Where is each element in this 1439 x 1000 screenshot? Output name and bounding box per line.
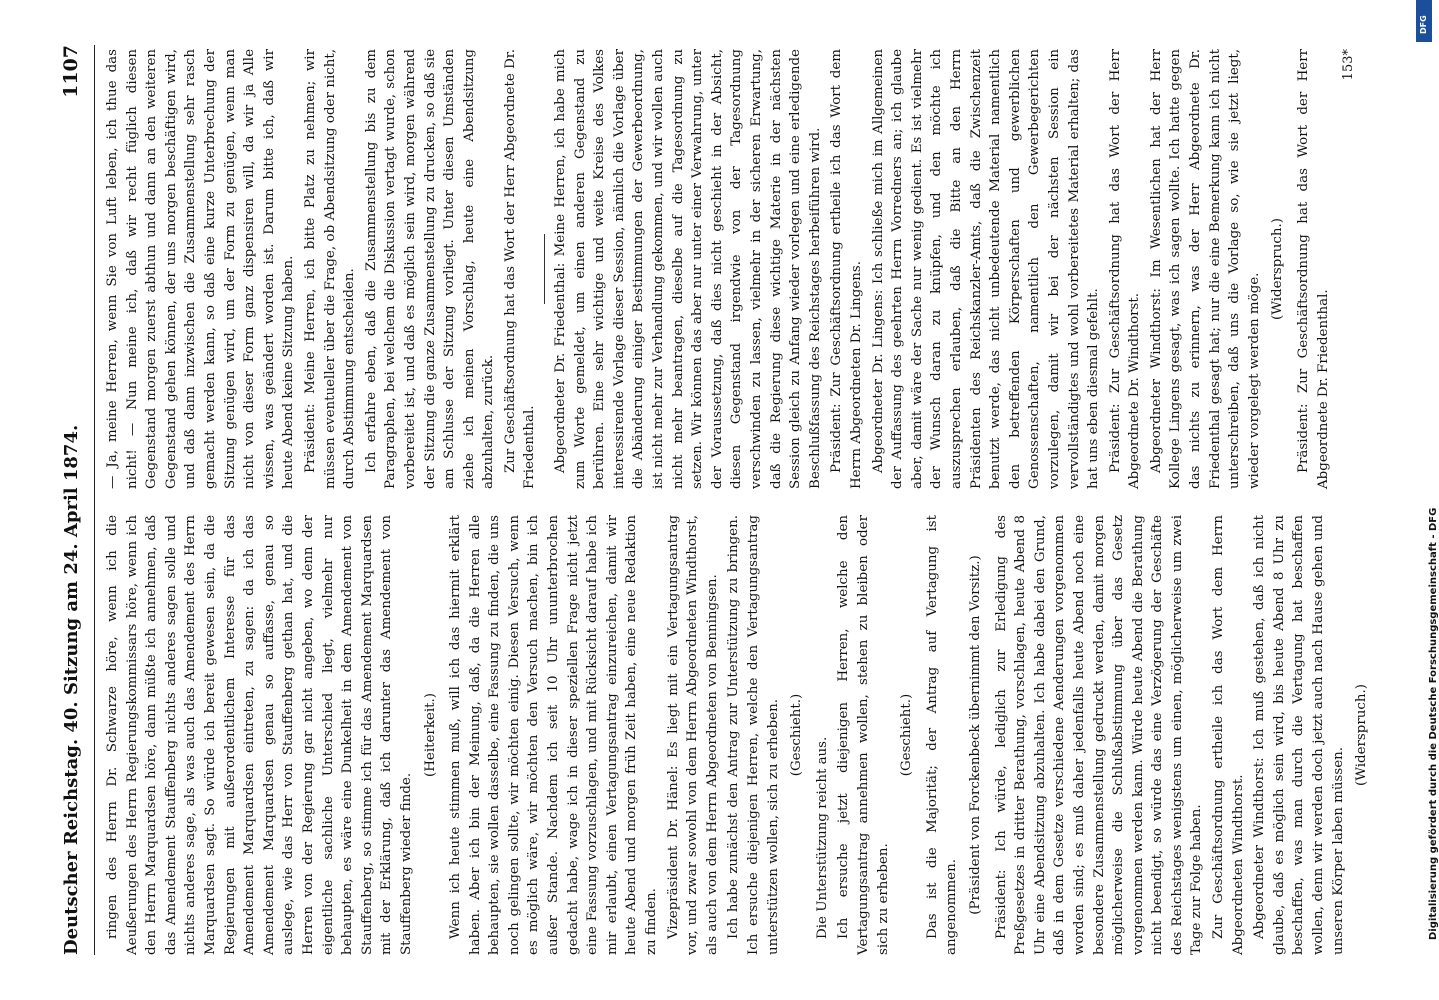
paragraph: Abgeordneter Dr. Friedenthal: Meine Herren, ich habe mich zum Worte gemeldet, um einen anderen Gegenstand zu berühren. Eine sehr wichtige und weite Kreise des Volkes interessirende Vorlage dieser Session, nämlich die Vorlage über die Abänderung einiger Bestimmungen der Gewerbeordnung, ist nicht mehr zur Verhandlung gekommen, und wir wollen auch nicht mehr beantragen, dieselbe auf die Tagesordnung zu setzen. Wir können das aber nur unter einer Verwahrung, unter der Voraussetzung, daß dies nicht geschieht in der Absicht, diesen Gegenstand irgendwie von der Tagesordnung verschwinden zu lassen, vielmehr in der sicheren Erwartung, daß die Regierung diese wichtige Materie in der nächsten Session gleich zu Anfang wieder vorlegen und eine erledigende Beschlußfassung des Reichstages herbeiführen wird.	[553, 49, 823, 489]
paragraph: Abgeordneter Windthorst: Im Wesentlichen hat der Herr Kollege Lingens gesagt, was ich sagen wollte. Ich hatte gegen das nichts zu erinnern, was der Herr Abgeordnete Dr. Friedenthal gesagt hat; nur die eine Bemerkung kann ich nicht unterschreiben, daß uns die Vorlage so, wie sie jetzt liegt, wieder vorgelegt werden möge.	[1148, 49, 1262, 489]
paragraph: Ich habe zunächst den Antrag zur Unterstützung zu bringen. Ich ersuche diejenigen Herren, welche den Vertagungsantrag unterstützen wollen, sich zu erheben.	[726, 515, 781, 955]
right-column	[103, 49, 1378, 489]
paragraph: ringen des Herrn Dr. Schwarze höre, wenn ich die Aeußerungen des Herrn Regierungskommissars höre, wenn ich den Herrn Marquardsen höre, dann müßte ich annehmen, daß das Amendement Stauffenberg nichts anderes sagen solle und nichts anderes sage, als was auch das Amendement des Herrn Marquardsen sagt. So würde ich bereit gewesen sein, da die Regierungen mit außerordentlichem Interesse für das Amendement Marquardsen eintreten, zu sagen: da ich das Amendement Marquardsen genau so auffasse, genau so auslege, wie das Herr von Stauffenberg gethan hat, und die Herren von der Regierung gar nicht angeben, wo denn der eigentliche sachliche Unterschied liegt, vielmehr nur behaupten, es wäre eine Dunkelheit in dem Amendement von Stauffenberg, so stimme ich für das Amendement Marquardsen mit der Erklärung, daß ich darunter das Amendement von Stauffenberg wieder finde.	[105, 515, 414, 955]
paragraph: Die Unterstützung reicht aus.	[814, 736, 830, 939]
paragraph: Abgeordneter Windthorst: Ich muß gestehen, daß ich nicht glaube, daß es möglich sein wird, bis heute Abend 8 Uhr zu beschaffen, was man durch die Vertagung hat beschaffen wollen, denn wir werden doch jetzt auch nach Hause gehen und unseren Körper laben müssen.	[1252, 515, 1346, 955]
paragraph: Präsident: Zur Geschäftsordnung ertheile ich das Wort dem Herrn Abgeordneten Dr. Lingens.	[829, 49, 864, 489]
stage-direction: (Widerspruch.)	[1354, 684, 1370, 787]
paragraph: Wenn ich heute stimmen muß, will ich das hiermit erklärt haben. Aber ich bin der Meinung, daß, da die Herren alle behaupten, sie wollen dasselbe, eine Fassung zu finden, die uns noch gelingen sollte, wir möchten einig. Diesen Versuch, wenn es möglich wäre, wir möchten den Versuch machen, bin ich außer Stande. Nachdem ich seit 10 Uhr ununterbrochen gedacht habe, wage ich in dieser speziellen Frage nicht jetzt eine Fassung vorzuschlagen, und mit Rücksicht darauf habe ich mir erlaubt, einen Vertagungsantrag einzureichen, damit wir heute Abend und morgen früh Zeit haben, eine neue Redaktion zu finden.	[448, 515, 660, 955]
paragraph: Präsident: Zur Geschäftsordnung hat das Wort der Herr Abgeordnete Dr. Windthorst.	[1107, 49, 1143, 489]
left-column	[103, 515, 1378, 955]
digitization-note	[1416, 60, 1439, 940]
stage-direction: (Geschieht.)	[899, 693, 915, 777]
paragraph: Das ist die Majorität; der Antrag auf Vertagung ist angenommen.	[924, 515, 960, 955]
stage-direction: (Geschieht.)	[789, 693, 805, 777]
paragraph: Zur Geschäftsordnung hat das Wort der Herr Abgeordnete Dr. Friedenthal.	[502, 49, 538, 489]
stage-direction: (Präsident von Forckenbeck übernimmt den Vorsitz.)	[967, 555, 983, 915]
paragraph: Präsident: Zur Geschäftsordnung hat das Wort der Herr Abgeordnete Dr. Friedenthal.	[1296, 49, 1331, 489]
paragraph: Präsident: Meine Herren, ich bitte Platz zu nehmen; wir müssen eventueller über die Frage, ob Abendsitzung oder nicht, durch Abstimmung entscheiden.	[302, 49, 358, 489]
stage-direction: (Widerspruch.)	[1270, 218, 1286, 321]
paragraph: Ich ersuche jetzt diejenigen Herren, welche den Vertagungsantrag annehmen wollen, stehen zu bleiben oder sich zu erheben.	[836, 515, 891, 955]
sheet-signature: 153*	[1341, 49, 1357, 81]
document-page	[60, 35, 1390, 965]
paragraph: — Ja, meine Herren, wenn Sie von Luft leben, ich thue das nicht! — Nun meine ich, daß wir recht füglich diesen Gegenstand morgen zuerst abthun und dann an den weiteren Gegenstand gehen können, der uns morgen beschäftigen wird, und daß dann inzwischen die Zusammenstellung sehr rasch gemacht werden kann, so daß eine kurze Unterbrechung der Sitzung genügen wird, um der Form zu genügen, wenn man nicht von dieser Form ganz dispensiren will, da wir ja Alle wissen, was geändert worden ist. Darum bitte ich, daß wir heute Abend keine Sitzung haben.	[105, 49, 297, 489]
paragraph: Zur Geschäftsordnung ertheile ich das Wort dem Herrn Abgeordneten Windthorst.	[1211, 515, 1246, 955]
section-rule	[544, 234, 545, 304]
paragraph: Abgeordneter Dr. Lingens: Ich schließe mich im Allgemeinen der Auffassung des geehrten Herrn Vorredners an; ich glaube aber, damit wäre der Sache nur wenig gedient. Es ist vielmehr der Wunsch daran zu knüpfen, und den möchte ich auszusprechen erlauben, daß die Bitte an den Herrn Präsidenten des Reichskanzler-Amts, daß die Zwischenzeit benutzt werde, das nicht unbedeutende Material namentlich den betreffenden Körperschaften und gewerblichen Genossenschaften, namentlich den Gewerbegerichten vorzulegen, damit wir bei der nächsten Session ein vervollständigtes und wohl vorbereitetes Material erhalten; das hat uns eben diesmal gefehlt.	[870, 49, 1102, 489]
text-columns	[103, 45, 1378, 955]
paragraph: Vizepräsident Dr. Hänel: Es liegt mit ein Vertagungsantrag vor, und zwar sowohl von dem Herrn Abgeordneten Windthorst, als auch von dem Herrn Abgeordneten von Benningsen.	[665, 515, 720, 955]
page-header	[60, 45, 95, 955]
paragraph: Präsident: Ich würde, lediglich zur Erledigung des Preßgesetzes in dritter Berathung, vorschlagen, heute Abend 8 Uhr eine Abendsitzung abzuhalten. Ich habe dabei den Grund, daß in dem Gesetze verschiedene Aenderungen vorgenommen worden sind; es muß daher jedenfalls heute Abend noch eine besondere Zusammenstellung gedruckt werden, damit morgen möglicherweise die Schlußabstimmung über das Gesetz vorgenommen werden kann. Würde heute Abend die Berathung nicht beendigt, so würde das eine Verzögerung der Geschäfte des Reichstages wenigstens um einen, möglicherweise um zwei Tage zur Folge haben.	[993, 515, 1205, 955]
page-number: 1107	[60, 45, 82, 98]
digitization-note-text: Digitalisierung gefördert durch die Deutsche Forschungsgemeinschaft - DFG	[1428, 507, 1439, 940]
stage-direction: (Heiterkeit.)	[422, 693, 438, 777]
running-title: Deutscher Reichstag. 40. Sitzung am 24. April 1874.	[61, 424, 82, 955]
dfg-logo: DFG	[1416, 0, 1432, 42]
paragraph: Ich erfahre eben, daß die Zusammenstellung bis zu dem Paragraphen, bei welchem die Diskussion vertagt wurde, schon vorbereitet ist, und daß es möglich sein wird, morgen während der Sitzung die ganze Zusammenstellung zu drucken, so daß sie am Schlusse der Sitzung vorliegt. Unter diesen Umständen ziehe ich meinen Vorschlag, heute eine Abendsitzung abzuhalten, zurück.	[363, 49, 497, 489]
